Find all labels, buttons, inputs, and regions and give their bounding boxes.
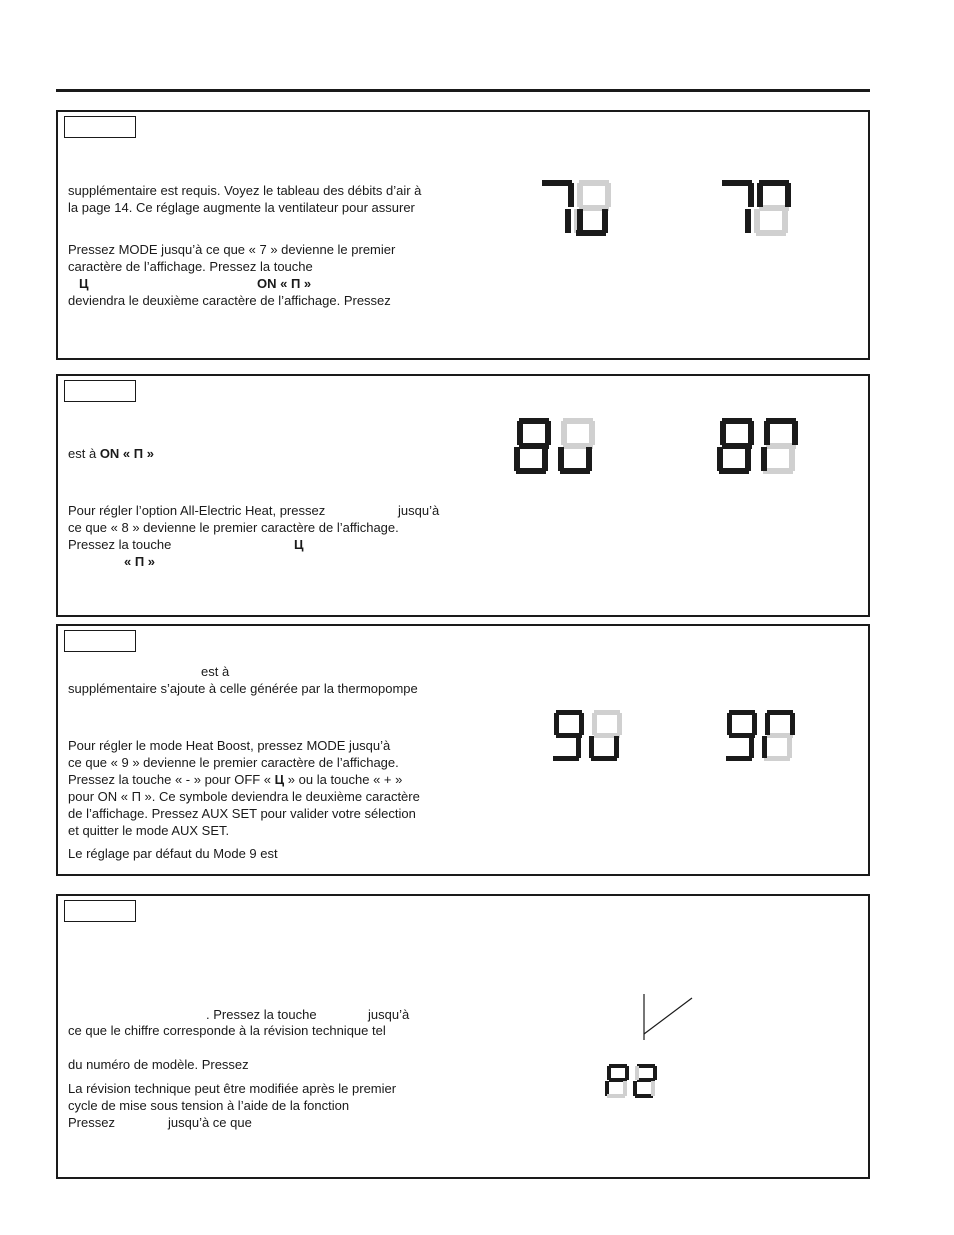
text-line: caractère de l’affichage. Pressez la touche [68, 259, 313, 274]
panel-revision [56, 894, 870, 1179]
display-mode7-off [536, 180, 616, 236]
text-line: ce que « 9 » devienne le premier caractère de l’affichage. [68, 755, 399, 770]
panel-mode-8 [56, 374, 870, 617]
text-segment: jusqu’à [368, 1007, 410, 1022]
panel-tab [64, 900, 136, 922]
text-segment: » ou la touche « + » [287, 772, 403, 787]
text-line: la page 14. Ce réglage augmente la ventilateur pour assurer [68, 200, 415, 215]
text-line: Le réglage par défaut du Mode 9 est [68, 846, 278, 861]
text-segment: . Pressez la touche [206, 1007, 317, 1022]
text-line: deviendra le deuxième caractère de l’affichage. Pressez [68, 293, 391, 308]
text-segment: est à [201, 664, 230, 679]
text-line: Pressez la touche [68, 537, 172, 552]
panel-tab [64, 116, 136, 138]
display-mode8-on [716, 418, 804, 474]
callout-lines [638, 994, 758, 1042]
text-line: supplémentaire s’ajoute à celle générée par la thermopompe [68, 681, 418, 696]
display-mode9-on [723, 710, 803, 762]
text-segment: Pressez la touche « - » pour OFF « [68, 772, 272, 787]
text-line: supplémentaire est requis. Voyez le tableau des débits d’air à [68, 183, 422, 198]
text-segment: jusqu’à [398, 503, 440, 518]
panel-tab [64, 380, 136, 402]
text-line: Pressez MODE jusqu’à ce que « 7 » devienne le premier [68, 242, 396, 257]
panel-tab [64, 630, 136, 652]
panel-mode-9 [56, 624, 870, 876]
symbol-on: ON « П » [257, 276, 312, 291]
text-segment: est à [68, 446, 97, 461]
text-line: Pour régler le mode Heat Boost, pressez MODE jusqu’à [68, 738, 391, 753]
display-mode8-off [513, 418, 601, 474]
display-mode7-on [716, 180, 796, 236]
text-line: cycle de mise sous tension à l’aide de la fonction [68, 1098, 350, 1113]
text-line: du numéro de modèle. Pressez [68, 1057, 249, 1072]
text-line: de l’affichage. Pressez AUX SET pour valider votre sélection [68, 806, 416, 821]
text-line [68, 445, 154, 462]
text-line [68, 771, 402, 788]
text-line: ce que le chiffre corresponde à la révision technique tel [68, 1023, 386, 1038]
text-line: Pressez [68, 1115, 115, 1130]
symbol-off: Ц [274, 772, 285, 787]
symbol-on: ON « П » [99, 446, 154, 461]
symbol-on: « П » [124, 554, 156, 569]
symbol-off: Ц [294, 537, 304, 552]
text-line: et quitter le mode AUX SET. [68, 823, 230, 838]
header-rule [56, 89, 870, 92]
text-segment: jusqu’à ce que [168, 1115, 252, 1130]
display-mode9-off [550, 710, 630, 762]
text-line: ce que « 8 » devienne le premier caractère de l’affichage. [68, 520, 399, 535]
panel-mode-7 [56, 110, 870, 360]
symbol-off: Ц [79, 276, 89, 291]
text-line: Pour régler l’option All-Electric Heat, pressez [68, 503, 326, 518]
text-line: La révision technique peut être modifiée après le premier [68, 1081, 397, 1096]
text-line: pour ON « П ». Ce symbole deviendra le deuxième caractère [68, 789, 420, 804]
display-revision [604, 1064, 660, 1098]
